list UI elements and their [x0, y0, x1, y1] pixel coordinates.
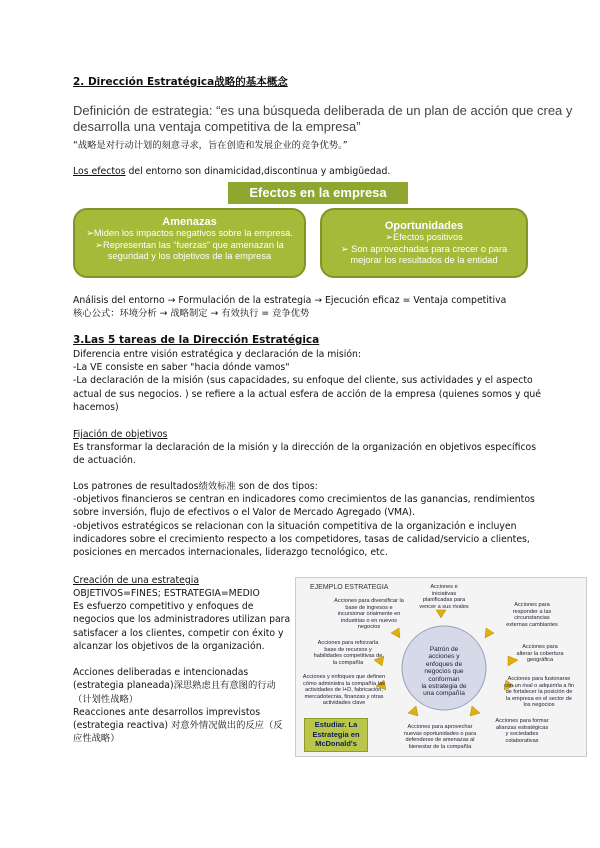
text-line: actual de sus negocios. ) se refiere a la actual esfera de acción de la empresa (quienes somos y qué	[73, 388, 541, 400]
blank-line	[73, 653, 285, 666]
text-line: negocios que los administradores utilizan para	[73, 614, 291, 626]
threats-line-1: ➢Miden los impactos negativos sobre la empresa.	[86, 228, 293, 238]
opportunities-box	[320, 208, 528, 278]
text-line: (estrategia planeada)深思熟虑且有意图的行动	[73, 680, 276, 692]
definition-chinese: “战略是对行动计划的刻意寻求，旨在创造和发展企业的竞争优势。”	[73, 140, 348, 151]
formula-spanish: Análisis del entorno → Formulación de la estrategia → Ejecución eficaz = Ventaja competitiva	[73, 295, 507, 306]
threats-box	[73, 208, 306, 278]
action-label: Acciones para responder a las circunstancias externas cambiantes	[506, 602, 558, 628]
text-line: hacemos)	[73, 401, 119, 413]
effects-header: Efectos en la empresa	[228, 182, 408, 204]
effects-sentence	[73, 165, 390, 178]
action-label: Acciones para diversificar la base de ingresos e incursionar oriaimente en industrias o en nuevos negocios	[334, 598, 404, 631]
text-line: Acciones deliberadas e intencionadas	[73, 667, 249, 679]
creacion-block	[73, 587, 291, 745]
patrones-block	[73, 480, 535, 559]
text-line: posiciones en mercados internacionales, liderazgo tecnológico, etc.	[73, 547, 388, 559]
arrow-icon	[470, 706, 480, 716]
fijacion-title: Fijación de objetivos	[73, 429, 168, 440]
text-line: -objetivos estratégicos se relacionan con la situación competitiva de la organización e incluyen	[73, 520, 517, 532]
section-2-title: 2. Dirección Estratégica战略的基本概念	[73, 76, 288, 88]
text-line: sobre inversión, flujo de efectivos o el Valor de Mercado Agregado (VMA).	[73, 507, 416, 519]
effects-figure	[73, 182, 528, 278]
action-label: Acciones para fusionarse con un rival o adquirirla a fin de fortalecer la posición de la empresa en el sector de los negocios	[504, 676, 574, 709]
section-3-title: 3.Las 5 tareas de la Dirección Estratégica	[73, 334, 320, 346]
text-line: Reacciones ante desarrollos imprevistos	[73, 706, 261, 718]
text-line: Los patrones de resultados绩效标准 son de dos tipos:	[73, 481, 318, 492]
fijacion-block	[73, 441, 536, 467]
action-label: Acciones para alterar la cobertura geográfica	[516, 644, 564, 664]
definition-line-2: desarrolla una ventaja competitiva de la empresa”	[73, 119, 361, 134]
formula-chinese: 核心公式：环境分析 → 战略制定 → 有效执行 = 竞争优势	[73, 308, 310, 319]
text-line: Es esfuerzo competitivo y enfoques de	[73, 601, 254, 613]
text-line: Es transformar la declaración de la misión y la dirección de la organización en objetivos específicos	[73, 442, 537, 453]
text-line: indicadores sobre el crecimiento respecto a los competidores, tasas de calidad/servicio a clientes,	[73, 533, 530, 545]
text-line: -La VE consiste en saber "hacia dónde vamos"	[73, 362, 290, 374]
arrow-icon	[485, 628, 494, 638]
example-figure-title: EJEMPLO ESTRATEGIA	[310, 584, 389, 591]
creacion-title: Creación de una estrategia	[73, 575, 200, 586]
center-text: Patrón de acciones y enfoques de negocios que conforman la estrategia de una compañía	[421, 646, 467, 698]
action-label: Acciones para reforzarla base de recursos y habilidades competitivas de la compañía	[313, 640, 383, 666]
strategy-example-figure	[295, 577, 587, 757]
opportunities-line-3: mejorar los resultados de la entidad	[350, 255, 498, 265]
effects-rest: del entorno son dinamicidad,discontinua y ambigüedad.	[125, 166, 391, 177]
text-line: (estrategia reactiva) 对意外情况做出的反应（反	[73, 720, 283, 732]
action-label: Acciones e iniciativas planificadas para vencer a sus rivales	[419, 584, 469, 610]
mcdonalds-case-box: Estudiar. La Estrategia en McDonald's	[304, 718, 368, 752]
text-line: Diferencia entre visión estratégica y declaración de la misión:	[73, 349, 362, 360]
text-line: alcanzar los objetivos de la organización.	[73, 640, 265, 652]
threats-title: Amenazas	[162, 216, 217, 228]
text-line: OBJETIVOS=FINES; ESTRATEGIA=MEDIO	[73, 588, 260, 599]
threats-line-2: ➢Representan las “fuerzas” que amenazan la	[95, 239, 284, 250]
text-line: de actuación.	[73, 455, 136, 467]
action-label: Acciones para aprovechar nuevas oportunidades o para defenderse de amenazas al bienestar de la compañía	[403, 724, 477, 750]
arrow-icon	[408, 706, 418, 716]
arrow-icon	[436, 610, 446, 618]
opportunities-line-1: ➢Efectos positivos	[385, 232, 463, 242]
opportunities-title: Oportunidades	[384, 220, 464, 232]
vision-mission-block	[73, 348, 541, 414]
text-line: -La declaración de la misión (sus capacidades, su enfoque del cliente, sus actividades y el aspecto	[73, 375, 533, 387]
action-label: Acciones para formar alianzas estratégicas y sociedades colaborativas	[495, 718, 549, 744]
threats-line-3: seguridad y los objetivos de la empresa	[107, 251, 272, 261]
text-line: 应性战略）	[73, 733, 120, 745]
action-label: Acciones y enfoques que definen cómo administra la compañía las actividades de I+D, fabricación, mercadotecnia, finanzas y otras actividades clave	[302, 674, 386, 707]
strategy-definition	[73, 103, 572, 135]
text-line: -objetivos financieros se centran en indicadores como crecimientos de las ganancias, rendimientos	[73, 494, 535, 506]
text-line: satisfacer a los clientes, competir con éxito y	[73, 627, 284, 639]
effects-link-text: Los efectos	[73, 166, 126, 177]
opportunities-line-2: ➢ Son aprovechadas para crecer o para	[340, 243, 508, 254]
text-line: （计划性战略）	[73, 693, 139, 705]
definition-line-1: Definición de estrategia: “es una búsqueda deliberada de un plan de acción que crea y	[73, 103, 573, 118]
